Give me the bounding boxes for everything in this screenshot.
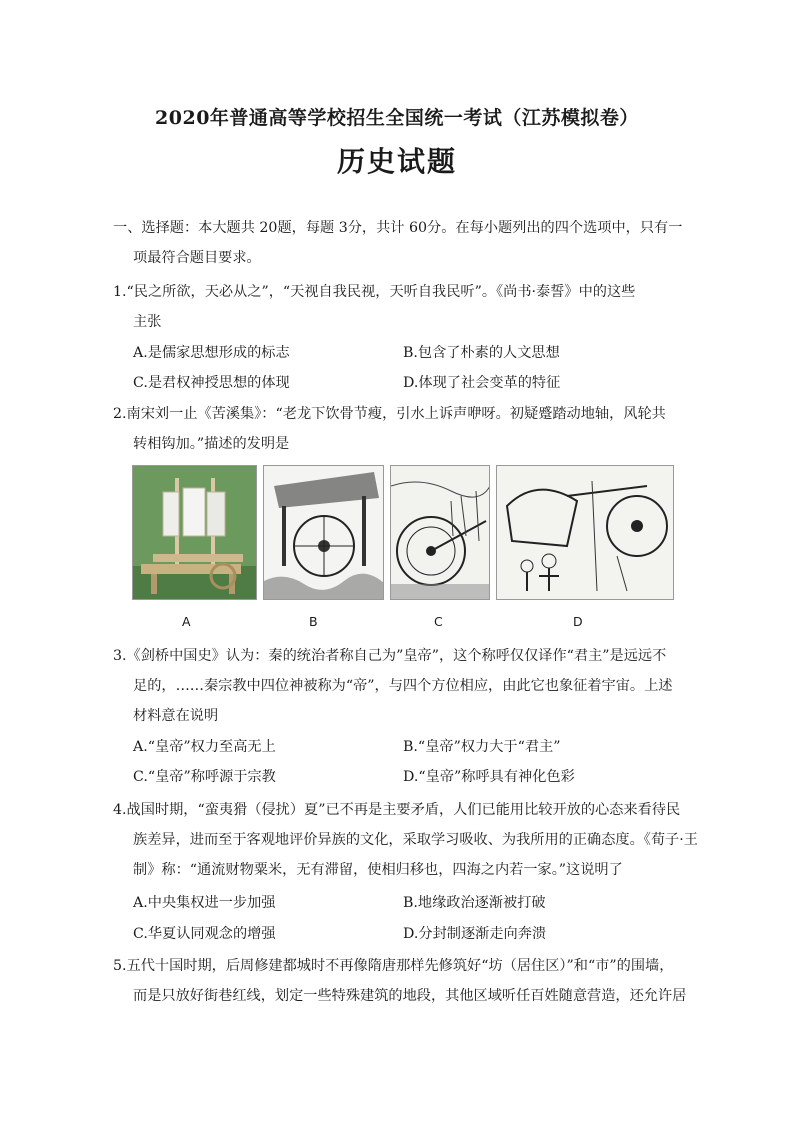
q2-image-b-woodcut-waterwheel [263,465,384,600]
q3-stem-line2: 足的，……秦宗教中四位神被称为“帝”，与四个方位相应，由此它也象征着宇宙。上述 [133,678,673,694]
q2-stem-line1: 2.南宋刘一止《苦溪集》：“老龙下饮骨节瘦，引水上诉声咿呀。初疑蹙踏动地轴，风轮共 [113,406,666,422]
q5-stem-line2: 而是只放好街巷红线，划定一些特殊建筑的地段，其他区域听任百姓随意营造，还允许居 [133,988,687,1004]
q1-option-a: A.是儒家思想形成的标志 [133,345,290,361]
section-instructions-line1: 一、选择题：本大题共 20题，每题 3分，共计 60分。在每小题列出的四个选项中，只有一 [113,220,683,236]
q3-option-c: C.“皇帝”称呼源于宗教 [133,769,276,785]
subject-title: 历史试题 [336,145,457,178]
q3-option-d: D.“皇帝”称呼具有神化色彩 [403,769,575,785]
q3-option-b: B.“皇帝”权力大于“君主” [403,739,561,755]
q3-stem-line1: 3.《剑桥中国史》认为：秦的统治者称自己为”皇帝”，这个称呼仅仅译作“君主”是远远不 [113,648,667,664]
q4-stem-line3: 制》称：“通流财物粟米，无有滞留，使相归移也，四海之内若一家。”这说明了 [133,862,623,878]
q4-option-b: B.地缘政治逐渐被打破 [403,895,546,911]
q1-stem-line2: 主张 [133,314,162,330]
q4-stem-line1: 4.战国时期，“蛮夷猾（侵扰）夏”已不再是主要矛盾，人们已能用比较开放的心态来看待民 [113,802,681,818]
q1-option-c: C.是君权神授思想的体现 [133,375,290,391]
exam-title: 2020年普通高等学校招生全国统一考试（江苏模拟卷） [155,107,639,129]
q2-image-a-windmill-model [132,465,257,600]
q2-image-d-woodcut-workshop [496,465,674,600]
q4-option-d: D.分封制逐渐走向奔溃 [403,926,547,942]
section-instructions-line2: 项最符合题目要求。 [133,250,261,266]
q2-caption-b: B [309,614,318,629]
q3-stem-line3: 材料意在说明 [133,708,219,724]
q2-stem-line2: 转相钩加。”描述的发明是 [133,436,290,452]
q5-stem-line1: 5.五代十国时期，后周修建都城时不再像隋唐那样先修筑好“坊（居住区）”和“市”的围墙， [113,958,674,974]
q2-image-row [132,465,674,600]
q4-option-a: A.中央集权进一步加强 [133,895,276,911]
q2-caption-d: D [573,614,583,629]
q3-option-a: A.“皇帝”权力至高无上 [133,739,276,755]
q1-option-d: D.体现了社会变革的特征 [403,375,561,391]
q4-option-c: C.华夏认同观念的增强 [133,926,276,942]
q2-caption-a: A [182,614,191,629]
q2-caption-c: C [434,614,443,629]
q2-image-c-woodcut-wheel [390,465,490,600]
q1-option-b: B.包含了朴素的人文思想 [403,345,560,361]
q1-stem-line1: 1.“民之所欲，天必从之”，“天视自我民视，天听自我民听”。《尚书·泰誓》中的这些 [113,284,636,300]
q4-stem-line2: 族差异，进而至于客观地评价异族的文化，采取学习吸收、为我所用的正确态度。《荀子·王 [133,832,698,848]
